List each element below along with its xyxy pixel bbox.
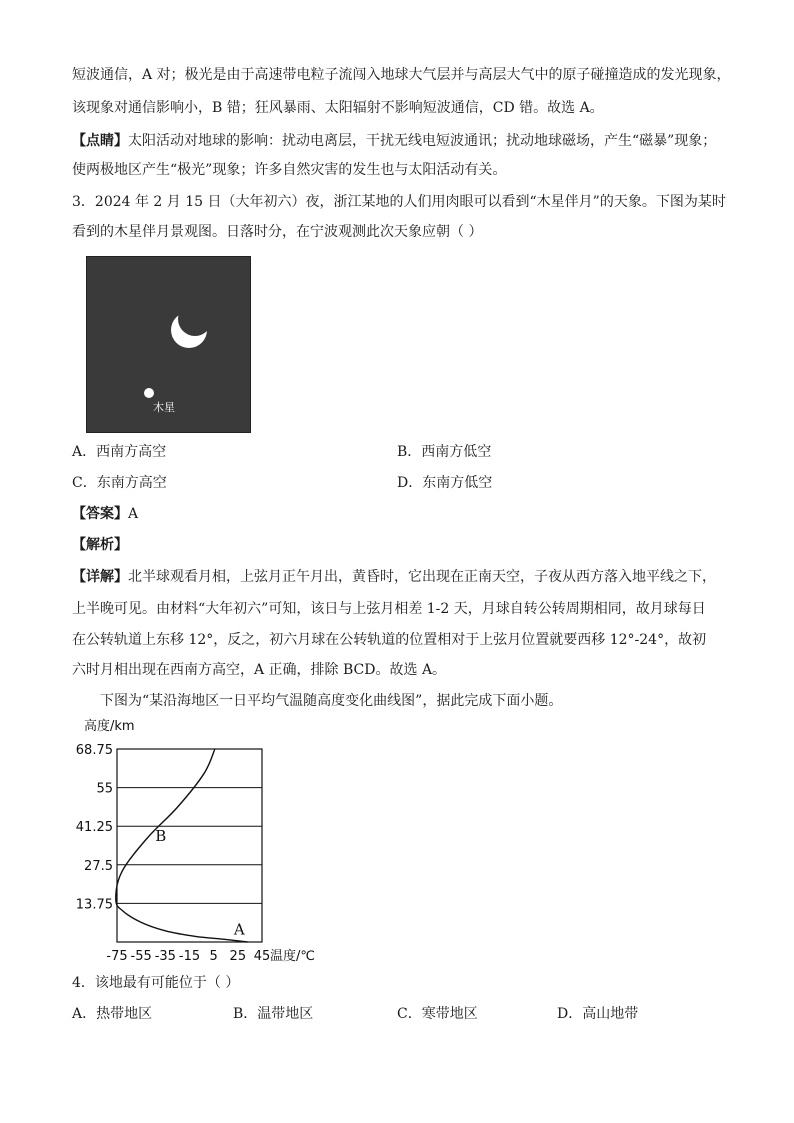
y-tick-label: 55 <box>96 781 113 797</box>
question-3-stem: 3．2024 年 2 月 15 日（大年初六）夜，浙江某地的人们用肉眼可以看到“木星伴月”的天象。下图为某时 <box>72 194 726 210</box>
y-tick-label: 41.25 <box>75 820 113 836</box>
detail-line <box>72 567 732 587</box>
annotation-a: A <box>233 920 245 939</box>
y-axis-label: 高度/km <box>84 719 135 734</box>
jupiter-label: 木星 <box>153 401 175 414</box>
y-tick-label: 13.75 <box>75 897 113 913</box>
answer-line <box>72 504 732 524</box>
detail-text: 北半球观看月相，上弦月正午月出，黄昏时，它出现在正南天空，子夜从西方落入地平线之下， <box>128 569 716 585</box>
q4-option-d: D．高山地带 <box>557 1006 639 1022</box>
moon-crescent-icon <box>171 312 211 352</box>
question-4-stem: 4．该地最有可能位于（ ） <box>72 975 240 991</box>
x-tick-label: 5 <box>209 949 218 964</box>
temperature-curve <box>116 749 248 942</box>
question-3-stem-cont: 看到的木星伴月景观图。日落时分，在宁波观测此次天象应朝（ ） <box>72 224 483 240</box>
annotation-b: B <box>155 826 167 845</box>
analysis-tag: 【解析】 <box>72 537 128 553</box>
text-line: 在公转轨道上东移 12°，反之，初六月球在公转轨道的位置相对于上弦月位置就要西移 12°-24°，故初 <box>72 632 707 648</box>
analysis-line <box>72 535 732 555</box>
q4-option-b: B．温带地区 <box>233 1006 314 1022</box>
y-tick-label: 27.5 <box>84 858 113 874</box>
x-tick-label: -55 <box>130 949 152 964</box>
tip-tag: 【点睛】 <box>72 133 128 149</box>
tip-line <box>72 131 732 151</box>
x-tick-label: 45 <box>253 949 271 964</box>
answer-tag: 【答案】 <box>72 506 128 522</box>
text-line: 六时月相出现在西南方高空，A 正确，排除 BCD。故选 A。 <box>72 662 447 678</box>
x-tick-label: 25 <box>229 949 247 964</box>
answer-value: A <box>128 506 139 522</box>
text-line: 该现象对通信影响小，B 错；狂风暴雨、太阳辐射不影响短波通信，CD 错。故选 A。 <box>72 100 604 116</box>
detail-tag: 【详解】 <box>72 569 128 585</box>
text-line: 使两极地区产生“极光”现象；许多自然灾害的发生也与太阳活动有关。 <box>72 162 507 178</box>
jupiter-dot-icon <box>144 388 154 398</box>
x-tick-label: -35 <box>154 949 176 964</box>
tip-text: 太阳活动对地球的影响：扰动电离层，干扰无线电短波通讯；扰动地球磁场，产生“磁暴”现象； <box>128 133 717 149</box>
text-line: 上半晚可见。由材料“大年初六”可知，该日与上弦月相差 1-2 天，月球自转公转周期相同，故月球每日 <box>72 601 706 617</box>
jupiter-moon-figure <box>86 256 251 433</box>
chart-svg <box>72 716 352 964</box>
chart-frame <box>117 749 262 942</box>
q3-option-b: B．西南方低空 <box>397 444 492 460</box>
x-axis-label: 温度/℃ <box>270 949 315 964</box>
q4-option-c: C．寒带地区 <box>397 1006 478 1022</box>
q3-option-a: A．西南方高空 <box>72 444 167 460</box>
y-tick-label: 68.75 <box>75 743 113 758</box>
temperature-height-chart <box>72 716 352 968</box>
q3-option-d: D．东南方低空 <box>397 475 493 491</box>
q3-option-c: C．东南方高空 <box>72 475 167 491</box>
x-tick-label: -75 <box>106 949 128 964</box>
chart-intro: 下图为“某沿海地区一日平均气温随高度变化曲线图”，据此完成下面小题。 <box>100 693 563 709</box>
x-tick-label: -15 <box>178 949 201 964</box>
q4-option-a: A．热带地区 <box>72 1006 153 1022</box>
text-line: 短波通信，A 对；极光是由于高速带电粒子流闯入地球大气层并与高层大气中的原子碰撞造成的发光现象， <box>72 67 731 83</box>
